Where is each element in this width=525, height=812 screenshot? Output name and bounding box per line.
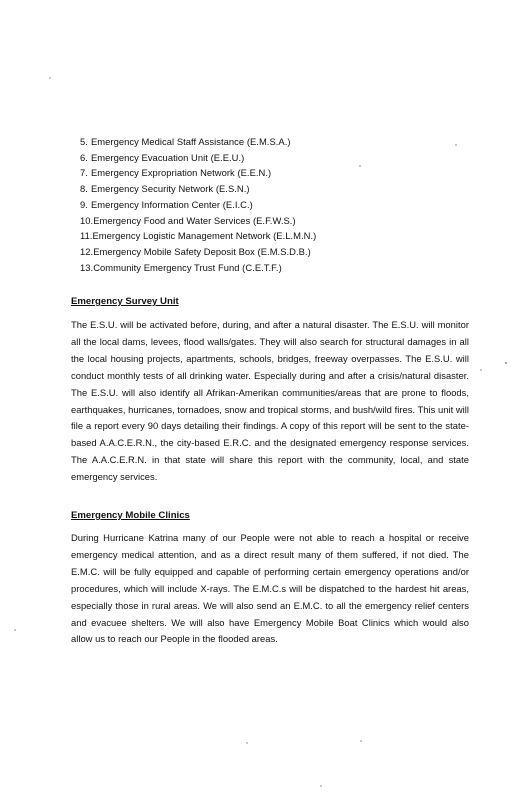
scan-speck bbox=[14, 629, 16, 631]
list-item bbox=[80, 134, 460, 150]
scan-speck bbox=[320, 785, 322, 787]
scan-speck bbox=[359, 165, 361, 167]
list-item-text: Emergency Medical Staff Assistance (E.M.S.A.) bbox=[91, 136, 291, 147]
list-item-number: 8. bbox=[80, 183, 88, 195]
scan-speck bbox=[505, 362, 507, 364]
list-item-number: 5. bbox=[80, 136, 88, 147]
numbered-list bbox=[80, 134, 460, 275]
section-body-mobile-clinics: During Hurricane Katrina many of our People were not able to reach a hospital or receive emergency medical attention, and as a direct result many of them suffered, if not died. The E.M.C. will be fully equipped and capable of performing certain emergency operations and/or procedures, which will include X-rays. The E.M.C.s will be dispatched to the hardest hit areas, especially those in rural areas. We will also send an E.M.C. to all the emergency relief centers and evacuee shelters. We will also have Emergency Mobile Boat Clinics which would also allow us to reach our People in the flooded areas. bbox=[71, 532, 469, 645]
list-item bbox=[80, 197, 460, 213]
list-item bbox=[80, 213, 460, 229]
list-item-number: 9. bbox=[80, 198, 88, 210]
list-item-number: 7. bbox=[80, 167, 88, 179]
list-item-number: 10. bbox=[80, 214, 94, 226]
list-item-text: Community Emergency Trust Fund (C.E.T.F.) bbox=[93, 261, 282, 273]
list-item-number: 13. bbox=[80, 261, 94, 273]
list-item-text: Emergency Expropriation Network (E.E.N.) bbox=[91, 167, 272, 179]
scan-speck bbox=[480, 369, 482, 371]
list-item-number: 6. bbox=[80, 151, 88, 163]
list-item bbox=[80, 244, 460, 260]
list-item-text: Emergency Mobile Safety Deposit Box (E.M.S.D.B.) bbox=[93, 245, 311, 257]
scan-speck bbox=[455, 144, 457, 146]
list-item bbox=[80, 165, 460, 181]
scan-speck bbox=[49, 77, 51, 79]
list-item-number: 12. bbox=[80, 245, 94, 257]
list-item-text: Emergency Security Network (E.S.N.) bbox=[91, 183, 250, 195]
section-heading-mobile-clinics: Emergency Mobile Clinics bbox=[71, 510, 190, 521]
list-item-number: 11. bbox=[80, 230, 93, 242]
list-item-text: Emergency Information Center (E.I.C.) bbox=[91, 198, 253, 210]
list-item-text: Emergency Logistic Management Network (E.L.M.N.) bbox=[92, 230, 317, 242]
list-item bbox=[80, 228, 460, 244]
section-heading-survey-unit: Emergency Survey Unit bbox=[71, 296, 179, 307]
section-body-survey-unit: The E.S.U. will be activated before, during, and after a natural disaster. The E.S.U. will monitor all the local dams, levees, flood walls/gates. They will also search for structural damages in all the local housing projects, apartments, schools, bridges, freeway overpasses. The E.S.U. will conduct monthly tests of all drinking water. Especially during and after a crisis/natural disaster. The E.S.U. will also identify all Afrikan-Amerikan communities/areas that are prone to floods, earthquakes, hurricanes, tornadoes, snow and tropical storms, and bush/wild fires. This unit will file a report every 90 days detailing their findings. A copy of this report will be sent to the state-based A.A.C.E.R.N., the city-based E.R.C. and the designated emergency response services. The A.A.C.E.R.N. in that state will share this report with the community, local, and state emergency services. bbox=[71, 319, 469, 483]
list-item bbox=[80, 150, 460, 166]
list-item-text: Emergency Evacuation Unit (E.E.U.) bbox=[91, 151, 245, 163]
list-item bbox=[80, 181, 460, 197]
scan-speck bbox=[246, 742, 248, 744]
scan-speck bbox=[360, 740, 362, 742]
list-item-text: Emergency Food and Water Services (E.F.W.S.) bbox=[93, 214, 296, 226]
list-item bbox=[80, 260, 460, 276]
